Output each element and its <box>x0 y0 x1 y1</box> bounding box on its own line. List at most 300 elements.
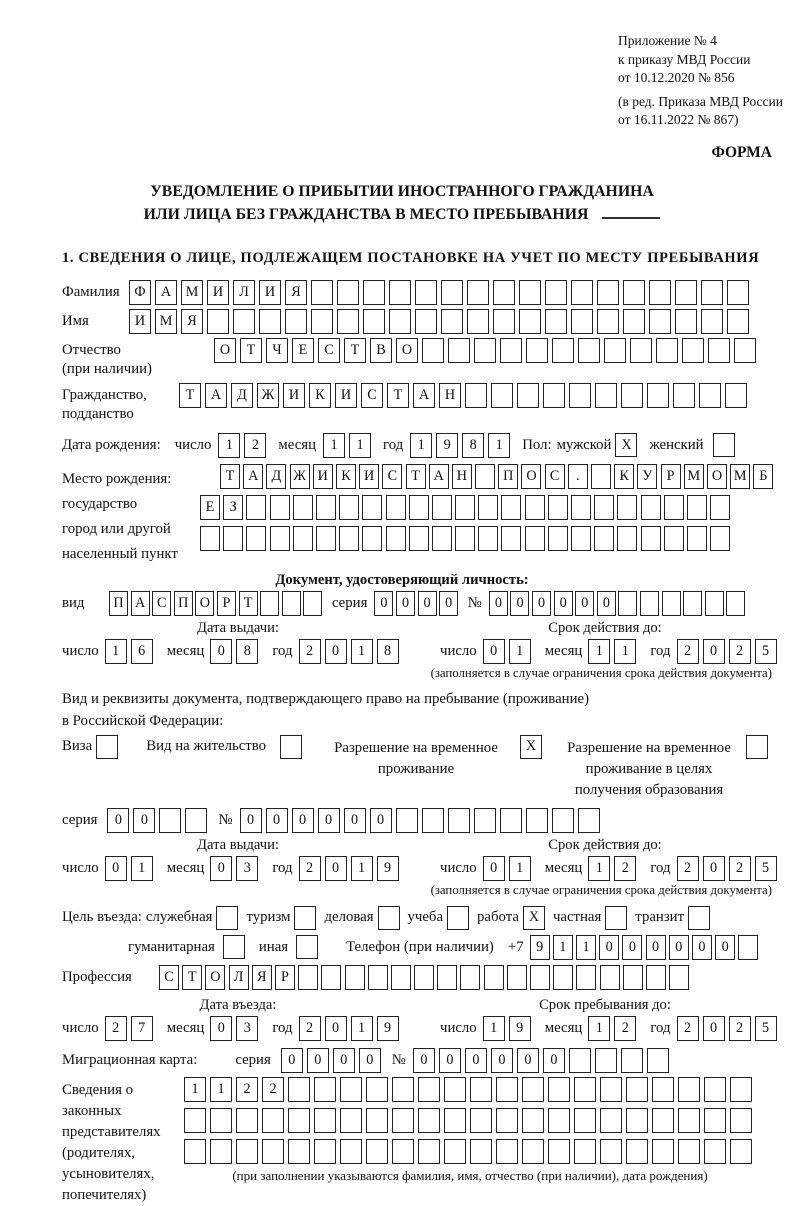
char-box[interactable] <box>362 495 382 520</box>
char-box[interactable]: 1 <box>509 639 531 664</box>
char-box[interactable]: 0 <box>133 808 155 833</box>
char-box[interactable]: И <box>129 309 151 334</box>
char-box[interactable] <box>363 280 385 305</box>
char-box[interactable] <box>409 526 429 551</box>
char-box[interactable]: И <box>283 383 305 408</box>
char-box[interactable]: П <box>498 464 518 489</box>
char-box[interactable]: 0 <box>307 1048 329 1073</box>
char-box[interactable]: Т <box>387 383 409 408</box>
char-box[interactable]: Т <box>239 591 258 616</box>
char-box[interactable]: 2 <box>105 1016 127 1041</box>
char-box[interactable]: 0 <box>418 591 437 616</box>
char-box[interactable] <box>444 1077 466 1102</box>
char-box[interactable] <box>591 464 611 489</box>
char-box[interactable]: 3 <box>236 856 258 881</box>
char-box[interactable]: 2 <box>236 1077 258 1102</box>
char-box[interactable]: Е <box>292 338 314 363</box>
char-box[interactable] <box>617 526 637 551</box>
char-box[interactable] <box>293 526 313 551</box>
char-box[interactable] <box>314 1077 336 1102</box>
char-box[interactable] <box>184 1108 206 1133</box>
char-box[interactable] <box>730 1108 752 1133</box>
char-box[interactable]: 2 <box>729 856 751 881</box>
char-box[interactable]: 5 <box>755 856 777 881</box>
char-box[interactable] <box>470 1108 492 1133</box>
char-box[interactable]: С <box>318 338 340 363</box>
char-box[interactable]: 1 <box>588 1016 610 1041</box>
char-box[interactable] <box>391 965 411 990</box>
char-box[interactable] <box>288 1077 310 1102</box>
char-box[interactable] <box>418 1077 440 1102</box>
char-box[interactable] <box>493 280 515 305</box>
char-box[interactable] <box>652 1139 674 1164</box>
char-box[interactable]: 2 <box>677 856 699 881</box>
char-box[interactable]: 2 <box>614 856 636 881</box>
char-box[interactable] <box>337 309 359 334</box>
char-box[interactable]: 0 <box>703 1016 725 1041</box>
char-box[interactable] <box>675 280 697 305</box>
char-box[interactable] <box>649 309 671 334</box>
char-box[interactable] <box>525 495 545 520</box>
char-box[interactable] <box>647 1048 669 1073</box>
char-box[interactable] <box>571 526 591 551</box>
char-box[interactable] <box>594 495 614 520</box>
char-box[interactable]: 0 <box>210 639 232 664</box>
char-box[interactable]: 1 <box>509 856 531 881</box>
char-box[interactable] <box>704 1139 726 1164</box>
char-box[interactable]: 9 <box>436 433 458 458</box>
char-box[interactable]: 1 <box>349 433 371 458</box>
char-box[interactable] <box>340 1108 362 1133</box>
char-box[interactable]: 0 <box>489 591 508 616</box>
char-box[interactable]: 2 <box>729 639 751 664</box>
residence-permit-checkbox[interactable] <box>280 735 302 759</box>
char-box[interactable] <box>730 1077 752 1102</box>
char-box[interactable] <box>545 309 567 334</box>
char-box[interactable]: Т <box>344 338 366 363</box>
char-box[interactable]: Т <box>406 464 426 489</box>
char-box[interactable] <box>448 808 470 833</box>
char-box[interactable] <box>260 591 279 616</box>
char-box[interactable] <box>389 280 411 305</box>
char-box[interactable]: 0 <box>669 935 689 960</box>
char-box[interactable] <box>708 338 730 363</box>
char-box[interactable] <box>548 1108 570 1133</box>
char-box[interactable] <box>543 383 565 408</box>
char-box[interactable] <box>210 1139 232 1164</box>
char-box[interactable] <box>727 309 749 334</box>
char-box[interactable] <box>548 526 568 551</box>
char-box[interactable] <box>311 280 333 305</box>
char-box[interactable]: 1 <box>351 1016 373 1041</box>
char-box[interactable] <box>467 309 489 334</box>
char-box[interactable] <box>727 280 749 305</box>
char-box[interactable]: О <box>521 464 541 489</box>
char-box[interactable] <box>478 495 498 520</box>
char-box[interactable] <box>184 1139 206 1164</box>
char-box[interactable]: 2 <box>677 639 699 664</box>
char-box[interactable] <box>522 1139 544 1164</box>
char-box[interactable]: И <box>259 280 281 305</box>
char-box[interactable] <box>185 808 207 833</box>
char-box[interactable]: 0 <box>292 808 314 833</box>
char-box[interactable] <box>578 338 600 363</box>
char-box[interactable] <box>626 1139 648 1164</box>
char-box[interactable] <box>496 1139 518 1164</box>
char-box[interactable] <box>262 1108 284 1133</box>
char-box[interactable]: 0 <box>210 1016 232 1041</box>
char-box[interactable] <box>704 1108 726 1133</box>
char-box[interactable]: 2 <box>244 433 266 458</box>
char-box[interactable]: В <box>370 338 392 363</box>
char-box[interactable]: М <box>155 309 177 334</box>
char-box[interactable]: К <box>614 464 634 489</box>
temporary-residence-education-checkbox[interactable] <box>746 735 768 759</box>
char-box[interactable] <box>683 591 702 616</box>
char-box[interactable]: 0 <box>325 856 347 881</box>
char-box[interactable] <box>288 1139 310 1164</box>
char-box[interactable] <box>396 808 418 833</box>
char-box[interactable] <box>507 965 527 990</box>
char-box[interactable]: С <box>545 464 565 489</box>
char-box[interactable]: Ж <box>290 464 310 489</box>
char-box[interactable] <box>734 338 756 363</box>
char-box[interactable]: 0 <box>622 935 642 960</box>
char-box[interactable]: 1 <box>323 433 345 458</box>
char-box[interactable]: 1 <box>210 1077 232 1102</box>
char-box[interactable] <box>652 1077 674 1102</box>
char-box[interactable] <box>687 526 707 551</box>
char-box[interactable]: 0 <box>510 591 529 616</box>
char-box[interactable]: Ч <box>266 338 288 363</box>
char-box[interactable]: Т <box>240 338 262 363</box>
char-box[interactable]: И <box>335 383 357 408</box>
char-box[interactable] <box>548 1139 570 1164</box>
char-box[interactable]: 0 <box>517 1048 539 1073</box>
char-box[interactable]: Я <box>181 309 203 334</box>
char-box[interactable]: А <box>155 280 177 305</box>
char-box[interactable] <box>701 280 723 305</box>
char-box[interactable]: М <box>181 280 203 305</box>
char-box[interactable]: М <box>730 464 750 489</box>
char-box[interactable]: 0 <box>281 1048 303 1073</box>
char-box[interactable] <box>595 1048 617 1073</box>
char-box[interactable] <box>626 1108 648 1133</box>
char-box[interactable] <box>730 1139 752 1164</box>
char-box[interactable] <box>704 1077 726 1102</box>
char-box[interactable]: 2 <box>614 1016 636 1041</box>
char-box[interactable]: Б <box>753 464 773 489</box>
char-box[interactable] <box>314 1108 336 1133</box>
char-box[interactable]: 1 <box>184 1077 206 1102</box>
char-box[interactable] <box>321 965 341 990</box>
char-box[interactable]: 1 <box>131 856 153 881</box>
char-box[interactable]: А <box>429 464 449 489</box>
char-box[interactable]: 0 <box>599 935 619 960</box>
purpose-humanitarian-checkbox[interactable] <box>223 935 245 959</box>
char-box[interactable] <box>223 526 243 551</box>
char-box[interactable]: А <box>243 464 263 489</box>
char-box[interactable] <box>270 495 290 520</box>
purpose-business-checkbox[interactable] <box>378 906 400 930</box>
char-box[interactable]: Д <box>231 383 253 408</box>
char-box[interactable]: И <box>207 280 229 305</box>
char-box[interactable]: 0 <box>543 1048 565 1073</box>
char-box[interactable]: 1 <box>351 639 373 664</box>
char-box[interactable]: 1 <box>218 433 240 458</box>
place-name-blank[interactable] <box>602 205 660 219</box>
char-box[interactable]: 2 <box>729 1016 751 1041</box>
char-box[interactable]: Н <box>439 383 461 408</box>
char-box[interactable] <box>525 526 545 551</box>
char-box[interactable] <box>725 383 747 408</box>
char-box[interactable] <box>159 808 181 833</box>
char-box[interactable] <box>467 280 489 305</box>
char-box[interactable]: 9 <box>377 856 399 881</box>
char-box[interactable]: Е <box>200 495 220 520</box>
char-box[interactable] <box>664 495 684 520</box>
char-box[interactable]: 0 <box>491 1048 513 1073</box>
purpose-private-checkbox[interactable] <box>605 906 627 930</box>
char-box[interactable] <box>259 309 281 334</box>
char-box[interactable] <box>595 383 617 408</box>
char-box[interactable] <box>441 309 463 334</box>
char-box[interactable]: 2 <box>299 639 321 664</box>
char-box[interactable] <box>522 1108 544 1133</box>
char-box[interactable]: З <box>223 495 243 520</box>
char-box[interactable]: С <box>152 591 171 616</box>
char-box[interactable] <box>340 1077 362 1102</box>
char-box[interactable]: 8 <box>462 433 484 458</box>
char-box[interactable] <box>641 495 661 520</box>
char-box[interactable]: 1 <box>576 935 596 960</box>
char-box[interactable] <box>600 1077 622 1102</box>
char-box[interactable]: 3 <box>236 1016 258 1041</box>
char-box[interactable] <box>441 280 463 305</box>
char-box[interactable] <box>270 526 290 551</box>
char-box[interactable] <box>493 309 515 334</box>
char-box[interactable] <box>571 495 591 520</box>
char-box[interactable]: 0 <box>396 591 415 616</box>
char-box[interactable] <box>574 1077 596 1102</box>
char-box[interactable] <box>362 526 382 551</box>
char-box[interactable]: 0 <box>439 591 458 616</box>
char-box[interactable] <box>656 338 678 363</box>
char-box[interactable]: 0 <box>703 639 725 664</box>
char-box[interactable]: Я <box>252 965 272 990</box>
char-box[interactable] <box>597 309 619 334</box>
char-box[interactable] <box>236 1108 258 1133</box>
char-box[interactable] <box>630 338 652 363</box>
char-box[interactable] <box>366 1108 388 1133</box>
char-box[interactable]: М <box>684 464 704 489</box>
char-box[interactable]: Я <box>285 280 307 305</box>
temporary-residence-checkbox[interactable]: X <box>520 735 542 759</box>
char-box[interactable] <box>478 526 498 551</box>
char-box[interactable] <box>669 965 689 990</box>
char-box[interactable]: Р <box>275 965 295 990</box>
char-box[interactable] <box>552 808 574 833</box>
char-box[interactable]: Д <box>266 464 286 489</box>
char-box[interactable]: А <box>413 383 435 408</box>
char-box[interactable] <box>569 383 591 408</box>
char-box[interactable] <box>345 965 365 990</box>
char-box[interactable]: 5 <box>755 639 777 664</box>
char-box[interactable] <box>236 1139 258 1164</box>
char-box[interactable] <box>339 526 359 551</box>
char-box[interactable]: 0 <box>374 591 393 616</box>
char-box[interactable]: 7 <box>131 1016 153 1041</box>
char-box[interactable] <box>726 591 745 616</box>
char-box[interactable] <box>460 965 480 990</box>
char-box[interactable]: 0 <box>333 1048 355 1073</box>
char-box[interactable]: Т <box>220 464 240 489</box>
char-box[interactable]: 0 <box>692 935 712 960</box>
char-box[interactable] <box>298 965 318 990</box>
char-box[interactable] <box>422 338 444 363</box>
char-box[interactable] <box>647 383 669 408</box>
char-box[interactable] <box>432 526 452 551</box>
char-box[interactable] <box>418 1139 440 1164</box>
char-box[interactable] <box>293 495 313 520</box>
char-box[interactable]: 0 <box>703 856 725 881</box>
char-box[interactable] <box>699 383 721 408</box>
char-box[interactable] <box>522 1077 544 1102</box>
char-box[interactable] <box>701 309 723 334</box>
char-box[interactable]: 0 <box>325 1016 347 1041</box>
char-box[interactable] <box>448 338 470 363</box>
char-box[interactable]: 1 <box>488 433 510 458</box>
char-box[interactable]: 1 <box>351 856 373 881</box>
char-box[interactable] <box>600 965 620 990</box>
char-box[interactable] <box>548 495 568 520</box>
char-box[interactable]: К <box>336 464 356 489</box>
char-box[interactable]: Ф <box>129 280 151 305</box>
char-box[interactable]: 0 <box>715 935 735 960</box>
char-box[interactable] <box>623 965 643 990</box>
char-box[interactable]: П <box>174 591 193 616</box>
char-box[interactable] <box>530 965 550 990</box>
char-box[interactable] <box>652 1108 674 1133</box>
char-box[interactable] <box>422 808 444 833</box>
char-box[interactable] <box>545 280 567 305</box>
char-box[interactable] <box>617 495 637 520</box>
char-box[interactable]: 1 <box>553 935 573 960</box>
char-box[interactable]: 1 <box>588 639 610 664</box>
char-box[interactable]: Р <box>661 464 681 489</box>
char-box[interactable] <box>664 526 684 551</box>
char-box[interactable] <box>640 591 659 616</box>
char-box[interactable] <box>444 1139 466 1164</box>
char-box[interactable]: 1 <box>588 856 610 881</box>
char-box[interactable] <box>552 338 574 363</box>
char-box[interactable] <box>339 495 359 520</box>
char-box[interactable] <box>496 1077 518 1102</box>
char-box[interactable] <box>282 591 301 616</box>
char-box[interactable]: 0 <box>325 639 347 664</box>
char-box[interactable]: 1 <box>483 1016 505 1041</box>
purpose-transit-checkbox[interactable] <box>688 906 710 930</box>
char-box[interactable]: 1 <box>410 433 432 458</box>
char-box[interactable]: О <box>195 591 214 616</box>
char-box[interactable] <box>432 495 452 520</box>
char-box[interactable]: К <box>309 383 331 408</box>
char-box[interactable] <box>316 526 336 551</box>
char-box[interactable] <box>288 1108 310 1133</box>
char-box[interactable]: 0 <box>318 808 340 833</box>
char-box[interactable]: 1 <box>614 639 636 664</box>
char-box[interactable] <box>340 1139 362 1164</box>
visa-checkbox[interactable] <box>96 735 118 759</box>
char-box[interactable] <box>682 338 704 363</box>
char-box[interactable] <box>392 1077 414 1102</box>
char-box[interactable]: 0 <box>266 808 288 833</box>
char-box[interactable] <box>474 808 496 833</box>
char-box[interactable]: 0 <box>105 856 127 881</box>
char-box[interactable]: А <box>205 383 227 408</box>
char-box[interactable]: 2 <box>299 856 321 881</box>
char-box[interactable] <box>569 1048 591 1073</box>
char-box[interactable] <box>386 495 406 520</box>
char-box[interactable]: И <box>359 464 379 489</box>
char-box[interactable] <box>303 591 322 616</box>
char-box[interactable] <box>474 338 496 363</box>
char-box[interactable] <box>678 1139 700 1164</box>
char-box[interactable] <box>363 309 385 334</box>
char-box[interactable]: 0 <box>532 591 551 616</box>
char-box[interactable] <box>623 309 645 334</box>
char-box[interactable]: 0 <box>210 856 232 881</box>
char-box[interactable] <box>594 526 614 551</box>
char-box[interactable] <box>604 338 626 363</box>
char-box[interactable]: И <box>313 464 333 489</box>
char-box[interactable]: 2 <box>262 1077 284 1102</box>
char-box[interactable]: 0 <box>483 639 505 664</box>
char-box[interactable]: 0 <box>370 808 392 833</box>
char-box[interactable] <box>576 965 596 990</box>
char-box[interactable] <box>641 526 661 551</box>
char-box[interactable] <box>705 591 724 616</box>
char-box[interactable]: Т <box>182 965 202 990</box>
char-box[interactable] <box>414 965 434 990</box>
char-box[interactable] <box>710 495 730 520</box>
char-box[interactable]: 2 <box>299 1016 321 1041</box>
char-box[interactable] <box>465 383 487 408</box>
char-box[interactable]: 1 <box>105 639 127 664</box>
char-box[interactable]: О <box>214 338 236 363</box>
char-box[interactable]: 9 <box>377 1016 399 1041</box>
purpose-work-checkbox[interactable]: X <box>523 906 545 930</box>
char-box[interactable] <box>678 1108 700 1133</box>
char-box[interactable] <box>392 1108 414 1133</box>
char-box[interactable] <box>470 1077 492 1102</box>
char-box[interactable] <box>501 526 521 551</box>
char-box[interactable] <box>673 383 695 408</box>
char-box[interactable] <box>519 309 541 334</box>
char-box[interactable]: У <box>637 464 657 489</box>
char-box[interactable]: 0 <box>240 808 262 833</box>
char-box[interactable]: Л <box>233 280 255 305</box>
char-box[interactable]: Р <box>217 591 236 616</box>
char-box[interactable] <box>618 591 637 616</box>
char-box[interactable] <box>517 383 539 408</box>
char-box[interactable]: 0 <box>465 1048 487 1073</box>
char-box[interactable] <box>484 965 504 990</box>
char-box[interactable] <box>526 338 548 363</box>
char-box[interactable] <box>262 1139 284 1164</box>
sex-female-checkbox[interactable] <box>713 433 735 457</box>
char-box[interactable] <box>311 309 333 334</box>
